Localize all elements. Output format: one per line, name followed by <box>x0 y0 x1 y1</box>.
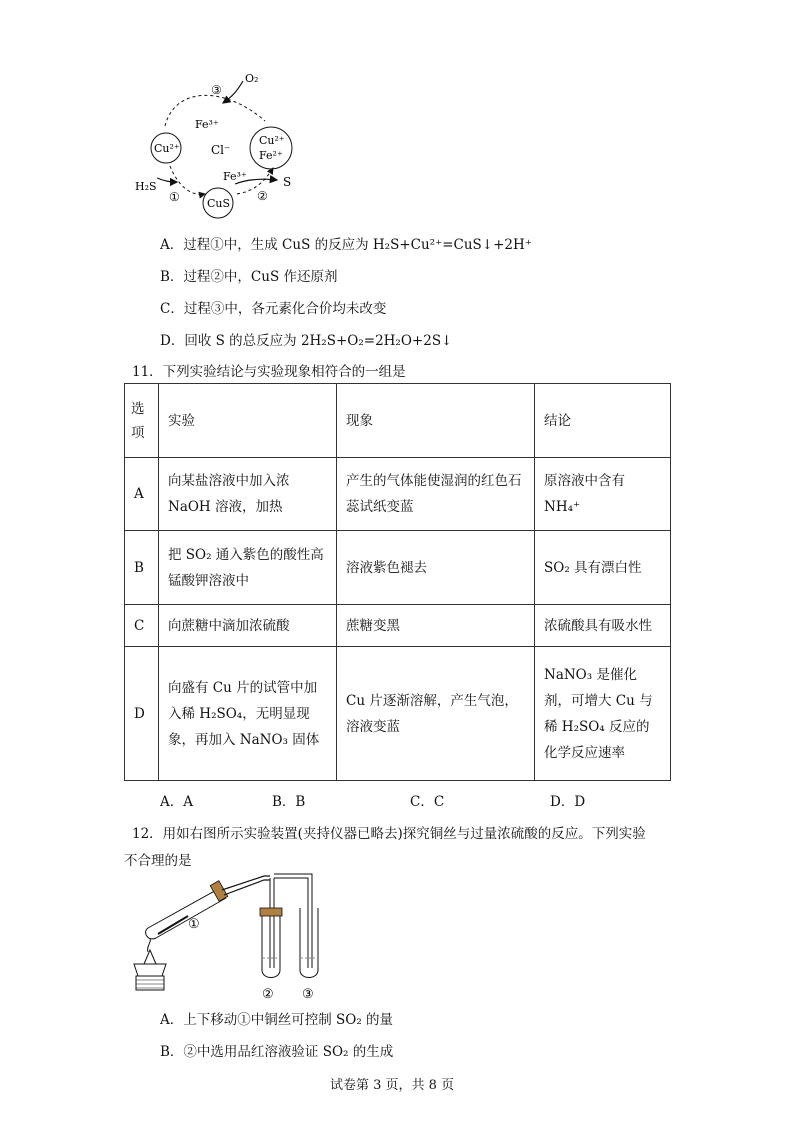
row-phenomenon: 产生的气体能使湿润的红色石蕊试纸变蓝 <box>337 458 535 531</box>
q11-choice-b: B．B <box>272 794 306 810</box>
apparatus-label-1: ① <box>188 917 200 932</box>
row-option: A <box>125 458 159 531</box>
row-conclusion: 原溶液中含有 NH₄⁺ <box>535 458 671 531</box>
q11-choice-d: D．D <box>550 794 586 810</box>
step3-label: ③ <box>211 83 222 97</box>
q11-choice-a: A．A <box>160 794 193 810</box>
table-row <box>125 605 671 647</box>
header-conclusion: 结论 <box>535 384 671 458</box>
s-label: S <box>283 175 292 189</box>
q10-option-a: A．过程①中，生成 CuS 的反应为 H₂S+Cu²⁺=CuS↓+2H⁺ <box>160 237 532 253</box>
table-row <box>125 531 671 605</box>
fe2-right-label: Fe²⁺ <box>259 149 283 162</box>
row-phenomenon: 蔗糖变黑 <box>337 605 535 647</box>
fe3-right-label: Fe³⁺ <box>223 170 247 183</box>
header-phenomenon: 现象 <box>337 384 535 458</box>
o2-label: O₂ <box>245 72 259 85</box>
q12-option-b: B．②中选用品红溶液验证 SO₂ 的生成 <box>160 1044 394 1060</box>
page-footer: 试卷第 3 页，共 8 页 <box>330 1078 455 1093</box>
cu2-left-label: Cu²⁺ <box>154 142 180 155</box>
row-experiment: 向盛有 Cu 片的试管中加入稀 H₂SO₄，无明显现象，再加入 NaNO₃ 固体 <box>159 647 337 781</box>
cl-label: Cl⁻ <box>211 143 231 157</box>
row-option: C <box>125 605 159 647</box>
row-conclusion: SO₂ 具有漂白性 <box>535 531 671 605</box>
row-experiment: 向某盐溶液中加入浓NaOH 溶液，加热 <box>159 458 337 531</box>
table-row <box>125 647 671 781</box>
cu2-right-label: Cu²⁺ <box>259 134 285 147</box>
header-option: 选项 <box>125 384 159 458</box>
row-phenomenon: Cu 片逐渐溶解，产生气泡，溶液变蓝 <box>337 647 535 781</box>
q12-stem-line1: 12．用如右图所示实验装置(夹持仪器已略去)探究铜丝与过量浓硫酸的反应。下列实验 <box>132 826 646 842</box>
apparatus-diagram <box>128 868 328 1003</box>
q10-option-d: D．回收 S 的总反应为 2H₂S+O₂=2H₂O+2S↓ <box>160 333 453 349</box>
step1-label: ① <box>169 190 180 204</box>
table-header-row <box>125 384 671 458</box>
header-experiment: 实验 <box>159 384 337 458</box>
row-experiment: 向蔗糖中滴加浓硫酸 <box>159 605 337 647</box>
apparatus-label-3: ③ <box>302 987 314 1002</box>
q11-table <box>124 383 671 781</box>
row-conclusion: 浓硫酸具有吸水性 <box>535 605 671 647</box>
row-conclusion: NaNO₃ 是催化剂，可增大 Cu 与稀 H₂SO₄ 反应的化学反应速率 <box>535 647 671 781</box>
row-option: D <box>125 647 159 781</box>
step2-label: ② <box>257 189 268 203</box>
q10-option-b: B．过程②中，CuS 作还原剂 <box>160 269 338 285</box>
q12-stem-line2: 不合理的是 <box>124 853 192 869</box>
cus-label: CuS <box>207 197 231 210</box>
fe3-top-label: Fe³⁺ <box>195 118 219 131</box>
q12-option-a: A．上下移动①中铜丝可控制 SO₂ 的量 <box>160 1012 394 1028</box>
reaction-cycle-diagram <box>125 66 315 226</box>
row-phenomenon: 溶液紫色褪去 <box>337 531 535 605</box>
q10-option-c: C．过程③中，各元素化合价均未改变 <box>160 301 387 317</box>
table-row <box>125 458 671 531</box>
row-option: B <box>125 531 159 605</box>
q11-stem: 11．下列实验结论与实验现象相符合的一组是 <box>132 364 406 380</box>
q11-choice-c: C．C <box>410 794 445 810</box>
apparatus-label-2: ② <box>262 987 274 1002</box>
h2s-label: H₂S <box>135 180 157 193</box>
row-experiment: 把 SO₂ 通入紫色的酸性高锰酸钾溶液中 <box>159 531 337 605</box>
